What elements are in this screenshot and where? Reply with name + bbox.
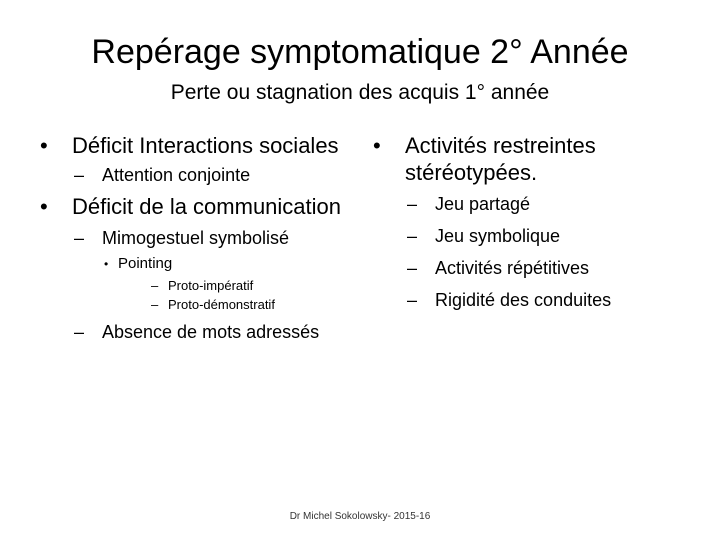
bullet-text: Proto-démonstratif: [168, 297, 275, 312]
slide-footer: Dr Michel Sokolowsky- 2015-16: [289, 511, 431, 522]
sub-sub-bullet-item: [38, 254, 368, 274]
bullet-text: Proto-impératif: [168, 278, 254, 293]
bullet-dot: •: [373, 133, 381, 158]
bullet-text: Activités restreintes stéréotypées.: [405, 133, 596, 185]
bullet-item: [38, 132, 368, 159]
bullet-text: Déficit de la communication: [72, 194, 342, 219]
bullet-text: Mimogestuel symbolisé: [102, 228, 290, 248]
bullet-dash: –: [407, 226, 418, 246]
sub-bullet-item: [38, 320, 368, 344]
bullet-dash: –: [74, 322, 85, 342]
bullet-dash: –: [151, 278, 159, 293]
slide-title: Repérage symptomatique 2° Année: [91, 33, 629, 71]
sub-bullet-item: [371, 192, 701, 216]
bullet-text: Absence de mots adressés: [102, 322, 320, 342]
bullet-dot: •: [104, 257, 109, 271]
sub-bullet-item: [38, 163, 368, 187]
slide-subtitle: Perte ou stagnation des acquis 1° année: [170, 81, 550, 104]
level4-bullet-item: [38, 276, 368, 295]
sub-bullet-item: [371, 288, 701, 312]
left-column: [38, 132, 368, 344]
bullet-dash: –: [151, 297, 159, 312]
bullet-text: Pointing: [118, 255, 173, 272]
bullet-text: Jeu partagé: [435, 194, 531, 214]
bullet-item: [38, 193, 368, 220]
right-column: [371, 132, 701, 312]
bullet-item: [371, 132, 701, 186]
bullet-dash: –: [407, 194, 418, 214]
bullet-dash: –: [74, 165, 85, 185]
bullet-dash: –: [407, 290, 418, 310]
bullet-dot: •: [40, 133, 48, 158]
bullet-dot: •: [40, 194, 48, 219]
bullet-dash: –: [74, 228, 85, 248]
bullet-text: Jeu symbolique: [435, 226, 561, 246]
bullet-text: Activités répétitives: [435, 258, 590, 278]
level4-bullet-item: [38, 295, 368, 314]
bullet-dash: –: [407, 258, 418, 278]
bullet-text: Attention conjointe: [102, 165, 251, 185]
sub-bullet-item: [371, 224, 701, 248]
sub-bullet-item: [38, 226, 368, 250]
bullet-text: Rigidité des conduites: [435, 290, 612, 310]
bullet-text: Déficit Interactions sociales: [72, 133, 339, 158]
sub-bullet-item: [371, 256, 701, 280]
